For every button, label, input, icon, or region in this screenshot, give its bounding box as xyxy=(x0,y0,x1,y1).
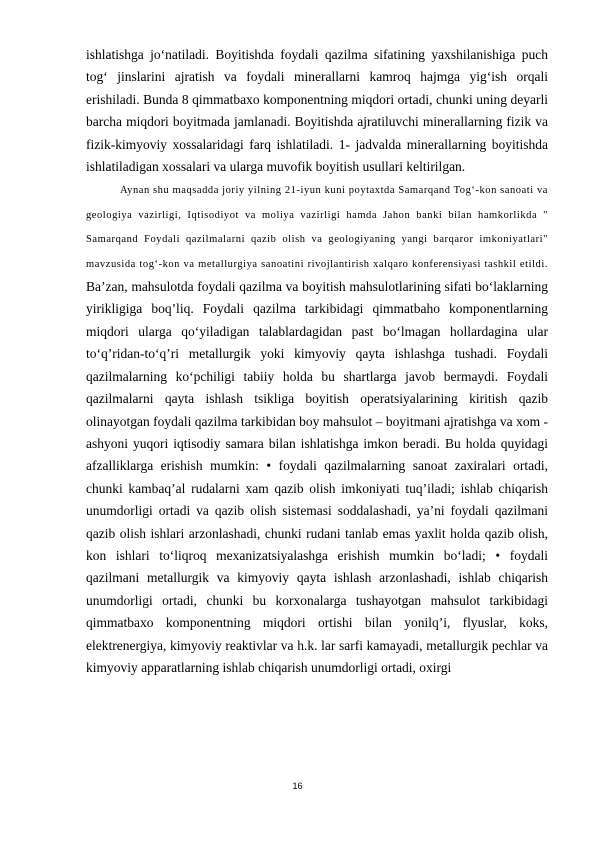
paragraph-advantages-text: Ba’zan, mahsulotda foydali qazilma va boyitish mahsulotlarining sifati bo‘laklarning yirikligiga boq’liq. Foydali qazilma tarkibidagi qimmatbaho komponentlarning miqdori ularga qo‘yiladigan talablardagidan past bo‘lmagan hollardagina ular to‘q’ridan-to‘q’ri metallurgik yoki kimyoviy qayta ishlashga tushadi. Foydali qazilmalarning ko‘pchiligi tabiiy holda bu shartlarga javob bermaydi. Foydali qazilmalarni qayta ishlash tsikliga boyitish operatsiyalarining kiritish qazib olinayotgan foydali qazilma tarkibidan boy mahsulot – boyitmani ajratishga va xom - ashyoni yuqori iqtisodiy samara bilan ishlatishga imkon beradi. Bu holda quyidagi afzalliklarga erishish mumkin: • foydali qazilmalarning sanoat zaxiralari ortadi, chunki kambaq’al rudalarni xam qazib olish imkoniyati tuq’iladi; ishlab chiqarish unumdorligi ortadi va qazib olish sistemasi soddalashadi, ya’ni foydali qazilmani qazib olish ishlari arzonlashadi, chunki rudani tanlab emas yaxlit holda qazib olish, kon ishlari to‘liqroq mexanizatsiyalashga erishish mumkin bo‘ladi; • foydali qazilmani metallurgik va kimyoviy qayta ishlash arzonlashadi, ishlab chiqarish unumdorligi ortadi, chunki bu korxonalarga tushayotgan mahsulot tarkibidagi qimmatbaxo komponentning miqdori ortishi bilan yonilq’i, flyuslar, koks, elektrenergiya, kimyoviy reaktivlar va h.k. lar sarfi kamayadi, metallurgik pechlar va kimyoviy apparatlarning ishlab chiqarish unumdorligi ortadi, oxirgi xyxy=(86,279,548,675)
paragraph-boyitish-intro: ishlatishga jo‘natiladi. Boyitishda foydali qazilma sifatining yaxshilanishiga puch tog‘ jinslarini ajratish va foydali minerallarni kamroq hajmga yig‘ish orqali erishiladi. Bunda 8 qimmatbaxo komponentning miqdori ortadi, chunki uning deyarli barcha miqdori boyitmada jamlanadi. Boyitishda ajratiluvchi minerallarning fizik va fizik-kimyoviy xossalaridagi farq ishlatiladi. 1- jadvalda minerallarning boyitishda ishlatiladigan xossalari va ularga muvofik boyitish usullari keltirilgan. xyxy=(86,47,548,175)
page-number: 16 xyxy=(292,781,303,791)
document-body xyxy=(86,44,548,679)
paragraph-conference xyxy=(86,178,548,679)
conference-announcement-text: Aynan shu maqsadda joriy yilning 21-iyun kuni poytaxtda Samarqand Tog‘-kon sanoati va geologiya vazirligi, Iqtisodiyot va moliya vazirligi hamda Jahon banki bilan hamkorlikda " Samarqand Foydali qazilmalarni qazib olish va geologiyaning yangi barqaror imkoniyatlari" mavzusida tog‘-kon va metallurgiya sanoatini rivojlantirish xalqaro konferensiyasi tashkil etildi. xyxy=(86,185,548,270)
